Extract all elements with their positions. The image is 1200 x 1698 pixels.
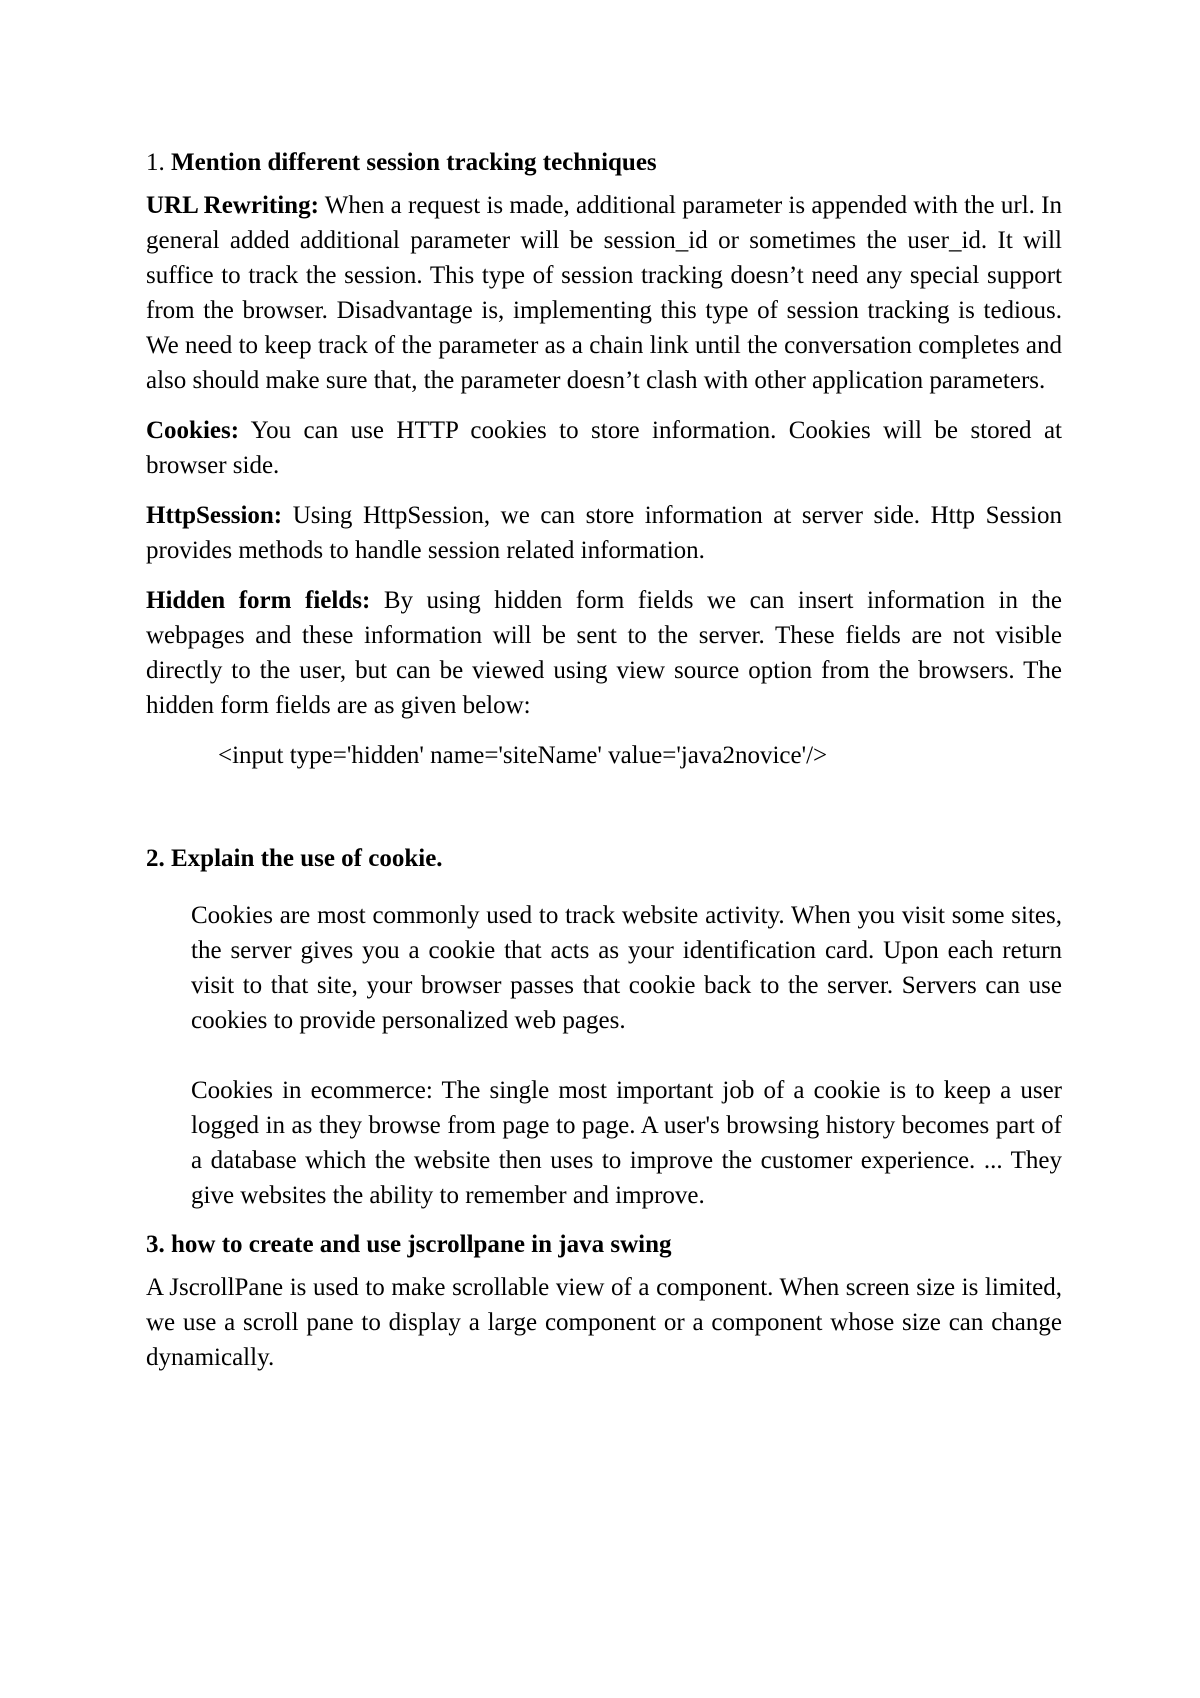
hidden-fields-term: Hidden form fields:: [146, 587, 371, 614]
hidden-fields-paragraph: [146, 583, 1062, 723]
httpsession-paragraph: [146, 498, 1062, 568]
cookies-paragraph: [146, 413, 1062, 483]
spacer: [146, 773, 1062, 841]
question-1-title: [146, 145, 1062, 180]
spacer: [146, 1213, 1062, 1227]
cookie-use-paragraph-2: Cookies in ecommerce: The single most important job of a cookie is to keep a user logged in as they browse from page to page. A user's browsing history becomes part of a database which the website then uses to improve the customer experience. ... They give websites the ability to remember and improve.: [191, 1077, 1062, 1209]
question-2-title: 2. Explain the use of cookie.: [146, 845, 443, 872]
document-page: [146, 145, 1062, 1390]
httpsession-term: HttpSession:: [146, 502, 283, 529]
spacer: [146, 884, 1062, 898]
question-1-number: 1.: [146, 149, 165, 176]
url-rewriting-text: When a request is made, additional parameter is appended with the url. In general added additional parameter will be session_id or sometimes the user_id. It will suffice to track the session. This type of session tracking doesn’t need any special support from the browser. Disadvantage is, implementing this type of session tracking is tedious. We need to keep track of the parameter as a chain link until the conversation completes and also should make sure that, the parameter doesn’t clash with other application parameters.: [146, 192, 1062, 394]
cookies-term: Cookies:: [146, 417, 240, 444]
jscrollpane-paragraph: A JscrollPane is used to make scrollable view of a component. When screen size is limited, we use a scroll pane to display a large component or a component whose size can change dynamically.: [146, 1274, 1062, 1371]
question-1-text: Mention different session tracking techniques: [171, 149, 657, 176]
url-rewriting-term: URL Rewriting:: [146, 192, 319, 219]
url-rewriting-paragraph: [146, 188, 1062, 398]
cookies-text: You can use HTTP cookies to store information. Cookies will be stored at browser side.: [146, 417, 1062, 479]
hidden-fields-text: By using hidden form fields we can insert information in the webpages and these information will be sent to the server. These fields are not visible directly to the user, but can be viewed using view source option from the browsers. The hidden form fields are as given below:: [146, 587, 1063, 719]
httpsession-text: Using HttpSession, we can store information at server side. Http Session provides methods to handle session related information.: [146, 502, 1062, 564]
spacer: [146, 1038, 1062, 1073]
question-3-title: 3. how to create and use jscrollpane in java swing: [146, 1231, 672, 1258]
cookie-use-paragraph-1: Cookies are most commonly used to track website activity. When you visit some sites, the server gives you a cookie that acts as your identification card. Upon each return visit to that site, your browser passes that cookie back to the server. Servers can use cookies to provide personalized web pages.: [191, 902, 1062, 1034]
hidden-field-code-example: <input type='hidden' name='siteName' value='java2novice'/>: [218, 742, 828, 769]
